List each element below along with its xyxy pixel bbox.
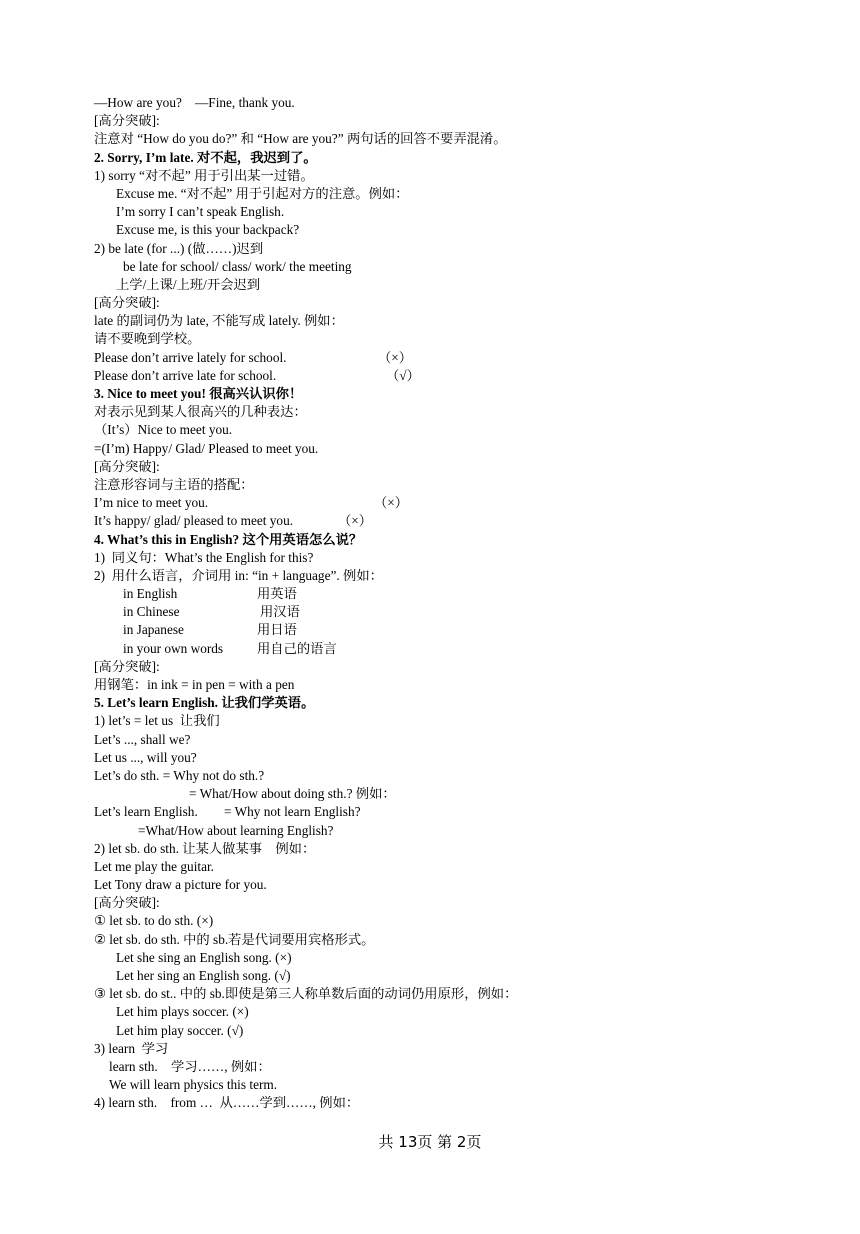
example-line: Let her sing an English song. (√) (116, 968, 291, 983)
text-line: 4) learn sth. from … 从……学到……, 例如： (94, 1095, 360, 1111)
example-line (94, 349, 794, 367)
tip-heading: [高分突破]: (94, 458, 160, 474)
example-line: Let him plays soccer. (×) (116, 1004, 249, 1020)
example-line: Let’s do sth. = Why not do sth.? (94, 767, 265, 783)
text-line: 1) sorry “对不起” 用于引出某一过错。 (94, 167, 314, 183)
vocab-zh: 用日语 (257, 622, 297, 638)
text-line: 注意对 “How do you do?” 和 “How are you?” 两句话的回答不要弄混淆。 (94, 131, 507, 147)
example-line: Let him play soccer. (√) (116, 1022, 244, 1038)
wrong-mark: （×） (374, 495, 409, 511)
text-line: 对表示见到某人很高兴的几种表达： (94, 404, 307, 420)
example-line (94, 367, 794, 385)
text-line: 2) be late (for ...) (做……)迟到 (94, 240, 264, 256)
text-line (94, 94, 794, 112)
dialog-answer: —Fine, thank you. (195, 95, 295, 110)
text-line: learn sth. 学习……, 例如： (109, 1058, 271, 1074)
example-line (94, 494, 794, 512)
example-line: I’m sorry I can’t speak English. (116, 204, 285, 220)
page-footer: 共 13页 第 2页 (378, 1133, 482, 1151)
text-line: ③ let sb. do st.. 中的 sb.即使是第三人称单数后面的动词仍用原形，例如： (94, 986, 518, 1002)
example-line: =(I’m) Happy/ Glad/ Pleased to meet you. (94, 440, 319, 456)
vocab-row (94, 640, 794, 658)
example-text: I’m nice to meet you. (94, 495, 209, 511)
tip-heading: [高分突破]: (94, 113, 160, 129)
example-line: Excuse me, is this your backpack? (116, 222, 300, 238)
correct-mark: （√） (386, 367, 420, 383)
example-line: （It’s）Nice to meet you. (94, 422, 233, 438)
example-text: Please don’t arrive lately for school. (94, 349, 287, 365)
vocab-en: in your own words (123, 640, 224, 656)
example-line: Let us ..., will you? (94, 749, 197, 765)
example-line: Let’s ..., shall we? (94, 731, 191, 747)
example-text: It’s happy/ glad/ pleased to meet you. (94, 513, 294, 529)
example-line: Let Tony draw a picture for you. (94, 877, 267, 893)
dialog-question: —How are you? (94, 95, 182, 110)
example-text: Let’s learn English. (94, 804, 198, 820)
text-line: ① let sb. to do sth. (×) (94, 913, 214, 929)
tip-heading: [高分突破]: (94, 895, 160, 911)
section-heading: 4. What’s this in English? 这个用英语怎么说？ (94, 531, 363, 547)
tip-heading: [高分突破]: (94, 295, 160, 311)
tip-heading: [高分突破]: (94, 658, 160, 674)
example-line (94, 803, 794, 821)
example-line: = What/How about doing sth.? 例如： (189, 786, 396, 802)
vocab-en: in English (123, 586, 178, 602)
example-line: =What/How about learning English? (138, 822, 334, 838)
vocab-zh: 用自己的语言 (257, 640, 337, 656)
text-line: Excuse me. “对不起” 用于引起对方的注意。例如： (116, 185, 409, 201)
text-line: 注意形容词与主语的搭配： (94, 476, 254, 492)
example-line: Let me play the guitar. (94, 858, 215, 874)
document-body (94, 94, 794, 1113)
example-line: Let she sing an English song. (×) (116, 949, 292, 965)
text-line: ② let sb. do sth. 中的 sb.若是代词要用宾格形式。 (94, 931, 375, 947)
text-line: 1) let’s = let us 让我们 (94, 713, 220, 729)
vocab-row (94, 603, 794, 621)
text-line: 2) 用什么语言，介词用 in: “in + language”. 例如： (94, 567, 383, 583)
vocab-row (94, 585, 794, 603)
wrong-mark: （×） (338, 513, 373, 529)
section-heading: 5. Let’s learn English. 让我们学英语。 (94, 695, 315, 711)
example-line: 上学/上课/上班/开会迟到 (116, 276, 261, 292)
section-heading: 3. Nice to meet you! 很高兴认识你！ (94, 386, 303, 401)
section-heading: 2. Sorry, I’m late. 对不起，我迟到了。 (94, 149, 317, 165)
text-line: 3) learn 学习 (94, 1040, 169, 1056)
vocab-en: in Japanese (123, 622, 184, 638)
text-line: 1) 同义句：What’s the English for this? (94, 549, 314, 565)
example-equivalent: = Why not learn English? (224, 804, 361, 820)
text-line: late 的副词仍为 late, 不能写成 lately. 例如： (94, 313, 344, 329)
text-line: 用钢笔：in ink = in pen = with a pen (94, 677, 295, 692)
vocab-zh: 用汉语 (260, 604, 300, 620)
text-line: 2) let sb. do sth. 让某人做某事 例如： (94, 840, 316, 856)
wrong-mark: （×） (378, 349, 413, 365)
vocab-en: in Chinese (123, 604, 180, 620)
example-line: We will learn physics this term. (109, 1077, 278, 1093)
vocab-row (94, 621, 794, 639)
example-line: be late for school/ class/ work/ the meeting (123, 258, 352, 274)
vocab-zh: 用英语 (257, 586, 297, 602)
example-text: Please don’t arrive late for school. (94, 367, 277, 383)
text-line: 请不要晚到学校。 (94, 331, 201, 347)
example-line (94, 512, 794, 530)
